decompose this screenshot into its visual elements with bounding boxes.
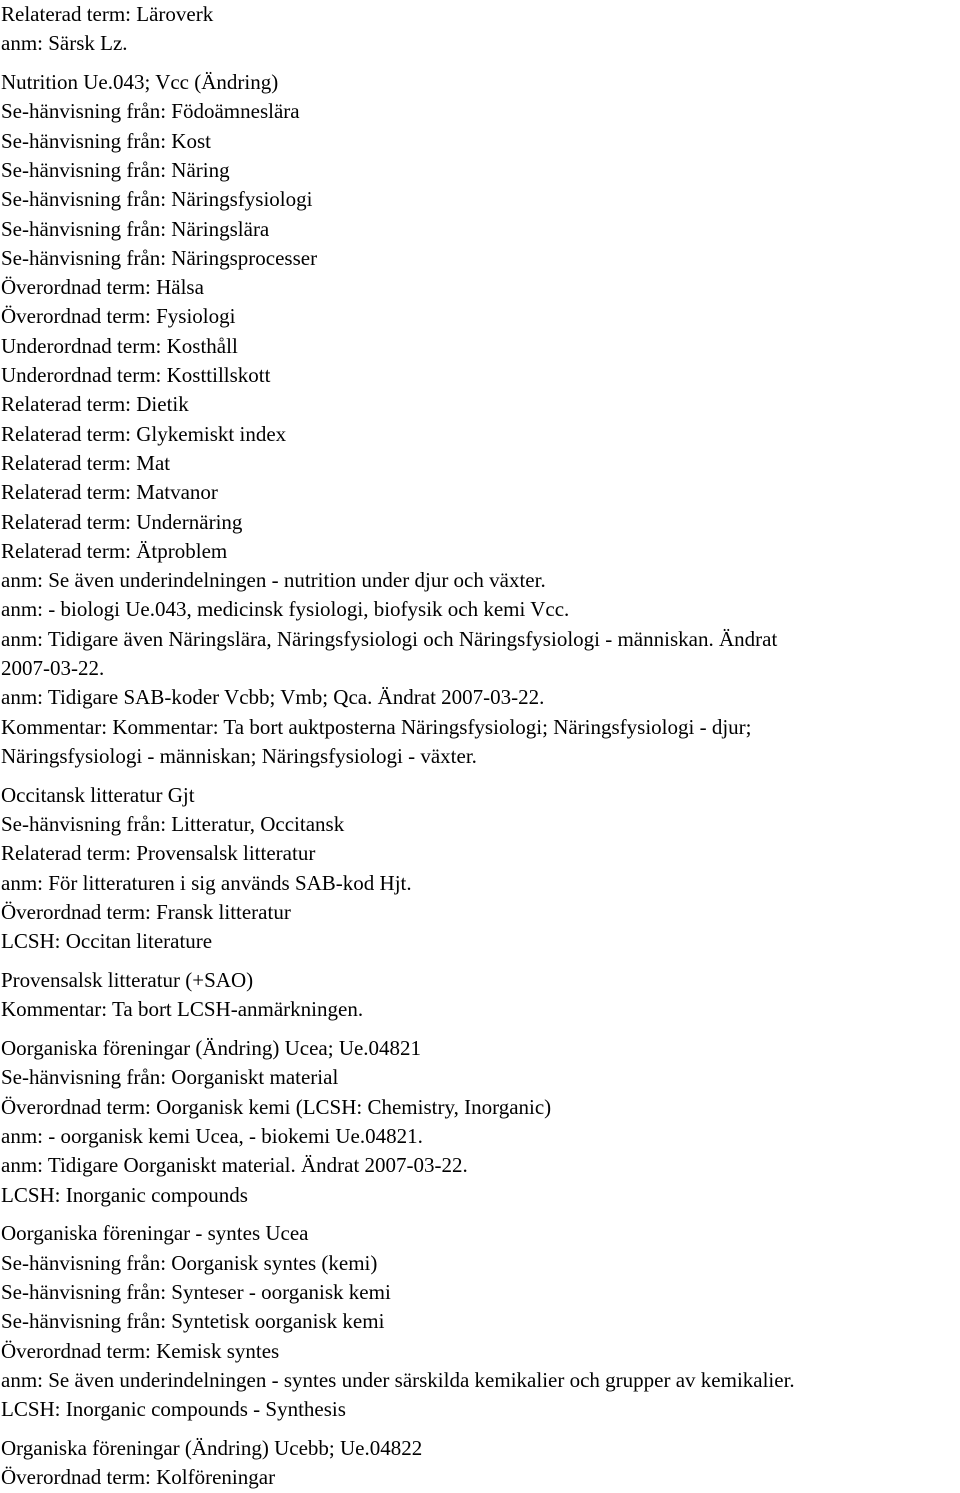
- entry-heading: Nutrition Ue.043; Vcc (Ändring): [1, 70, 279, 95]
- entry-oorganiska-foreningar-syntes: [1, 1219, 959, 1424]
- entry-line: Relaterad term: Glykemiskt index: [1, 421, 287, 446]
- entry-line: Se-hänvisning från: Synteser - oorganisk kemi: [1, 1279, 391, 1304]
- entry-laroverk: [1, 0, 959, 59]
- entry-line: anm: - oorganisk kemi Ucea, - biokemi Ue.04821.: [1, 1123, 423, 1148]
- entry-line: Relaterad term: Läroverk: [1, 2, 214, 26]
- entry-line: Se-hänvisning från: Näringsfysiologi: [1, 187, 313, 212]
- entry-heading: Organiska föreningar (Ändring) Ucebb; Ue.04822: [1, 1435, 423, 1460]
- entry-line: Underordnad term: Kosthåll: [1, 333, 238, 358]
- entry-organiska-foreningar: [1, 1434, 959, 1493]
- entry-line: Överordnad term: Fysiologi: [1, 304, 236, 329]
- entry-line: Näringsfysiologi - människan; Näringsfysiologi - växter.: [1, 743, 477, 768]
- entry-line: Se-hänvisning från: Syntetisk oorganisk kemi: [1, 1309, 385, 1334]
- entry-line: Relaterad term: Provensalsk litteratur: [1, 841, 316, 866]
- entry-line: Se-hänvisning från: Litteratur, Occitansk: [1, 812, 345, 837]
- entry-line: anm: Tidigare även Näringslära, Näringsfysiologi och Näringsfysiologi - människan. Ändrat: [1, 626, 778, 651]
- entry-line: Överordnad term: Kolföreningar: [1, 1465, 276, 1490]
- entry-line: Relaterad term: Matvanor: [1, 480, 218, 505]
- entry-heading: Oorganiska föreningar - syntes Ucea: [1, 1221, 309, 1246]
- entry-line: anm: Se även underindelningen - nutrition under djur och växter.: [1, 568, 546, 593]
- entry-line: 2007-03-22.: [1, 656, 105, 681]
- entry-line: Överordnad term: Fransk litteratur: [1, 899, 291, 924]
- entry-line: anm: - biologi Ue.043, medicinsk fysiologi, biofysik och kemi Vcc.: [1, 597, 570, 622]
- entry-line: Relaterad term: Undernäring: [1, 509, 243, 534]
- entry-line: anm: Tidigare Oorganiskt material. Ändrat 2007-03-22.: [1, 1153, 468, 1178]
- entry-line: LCSH: Occitan literature: [1, 929, 213, 954]
- entry-line: Se-hänvisning från: Näringsprocesser: [1, 245, 318, 270]
- entry-line: Överordnad term: Hälsa: [1, 275, 204, 300]
- entry-line: Relaterad term: Mat: [1, 450, 171, 475]
- entry-provensalsk-litteratur: [1, 966, 959, 1025]
- entry-line: Överordnad term: Oorganisk kemi (LCSH: Chemistry, Inorganic): [1, 1094, 552, 1119]
- entry-line: anm: För litteraturen i sig används SAB-kod Hjt.: [1, 870, 412, 895]
- entry-heading: Occitansk litteratur Gjt: [1, 782, 195, 807]
- entry-line: Se-hänvisning från: Oorganiskt material: [1, 1065, 339, 1090]
- entry-line: Relaterad term: Dietik: [1, 392, 189, 417]
- entry-line: Se-hänvisning från: Oorganisk syntes (kemi): [1, 1250, 378, 1275]
- entry-line: Se-hänvisning från: Näringslära: [1, 216, 270, 241]
- entry-line: Underordnad term: Kosttillskott: [1, 363, 271, 388]
- entry-line: Kommentar: Ta bort LCSH-anmärkningen.: [1, 997, 364, 1022]
- entry-nutrition: [1, 68, 959, 771]
- entry-line: anm: Tidigare SAB-koder Vcbb; Vmb; Qca. Ändrat 2007-03-22.: [1, 685, 545, 710]
- entry-oorganiska-foreningar: [1, 1034, 959, 1210]
- entry-heading: Oorganiska föreningar (Ändring) Ucea; Ue.04821: [1, 1036, 422, 1061]
- entry-line: Se-hänvisning från: Näring: [1, 157, 230, 182]
- entry-heading: Provensalsk litteratur (+SAO): [1, 968, 254, 992]
- entry-line: anm: Särsk Lz.: [1, 31, 128, 56]
- entry-line: LCSH: Inorganic compounds: [1, 1182, 248, 1207]
- document-body: [1, 0, 959, 1493]
- entry-line: Se-hänvisning från: Födoämneslära: [1, 99, 300, 124]
- entry-line: Relaterad term: Ätproblem: [1, 538, 228, 563]
- entry-line: anm: Se även underindelningen - syntes under särskilda kemikalier och grupper av kemikalier.: [1, 1367, 795, 1392]
- entry-line: Se-hänvisning från: Kost: [1, 128, 211, 153]
- entry-line: Överordnad term: Kemisk syntes: [1, 1338, 280, 1363]
- entry-line: Kommentar: Kommentar: Ta bort auktposterna Näringsfysiologi; Näringsfysiologi - djur;: [1, 714, 752, 739]
- entry-occitansk-litteratur: [1, 781, 959, 957]
- entry-line: LCSH: Inorganic compounds - Synthesis: [1, 1397, 346, 1422]
